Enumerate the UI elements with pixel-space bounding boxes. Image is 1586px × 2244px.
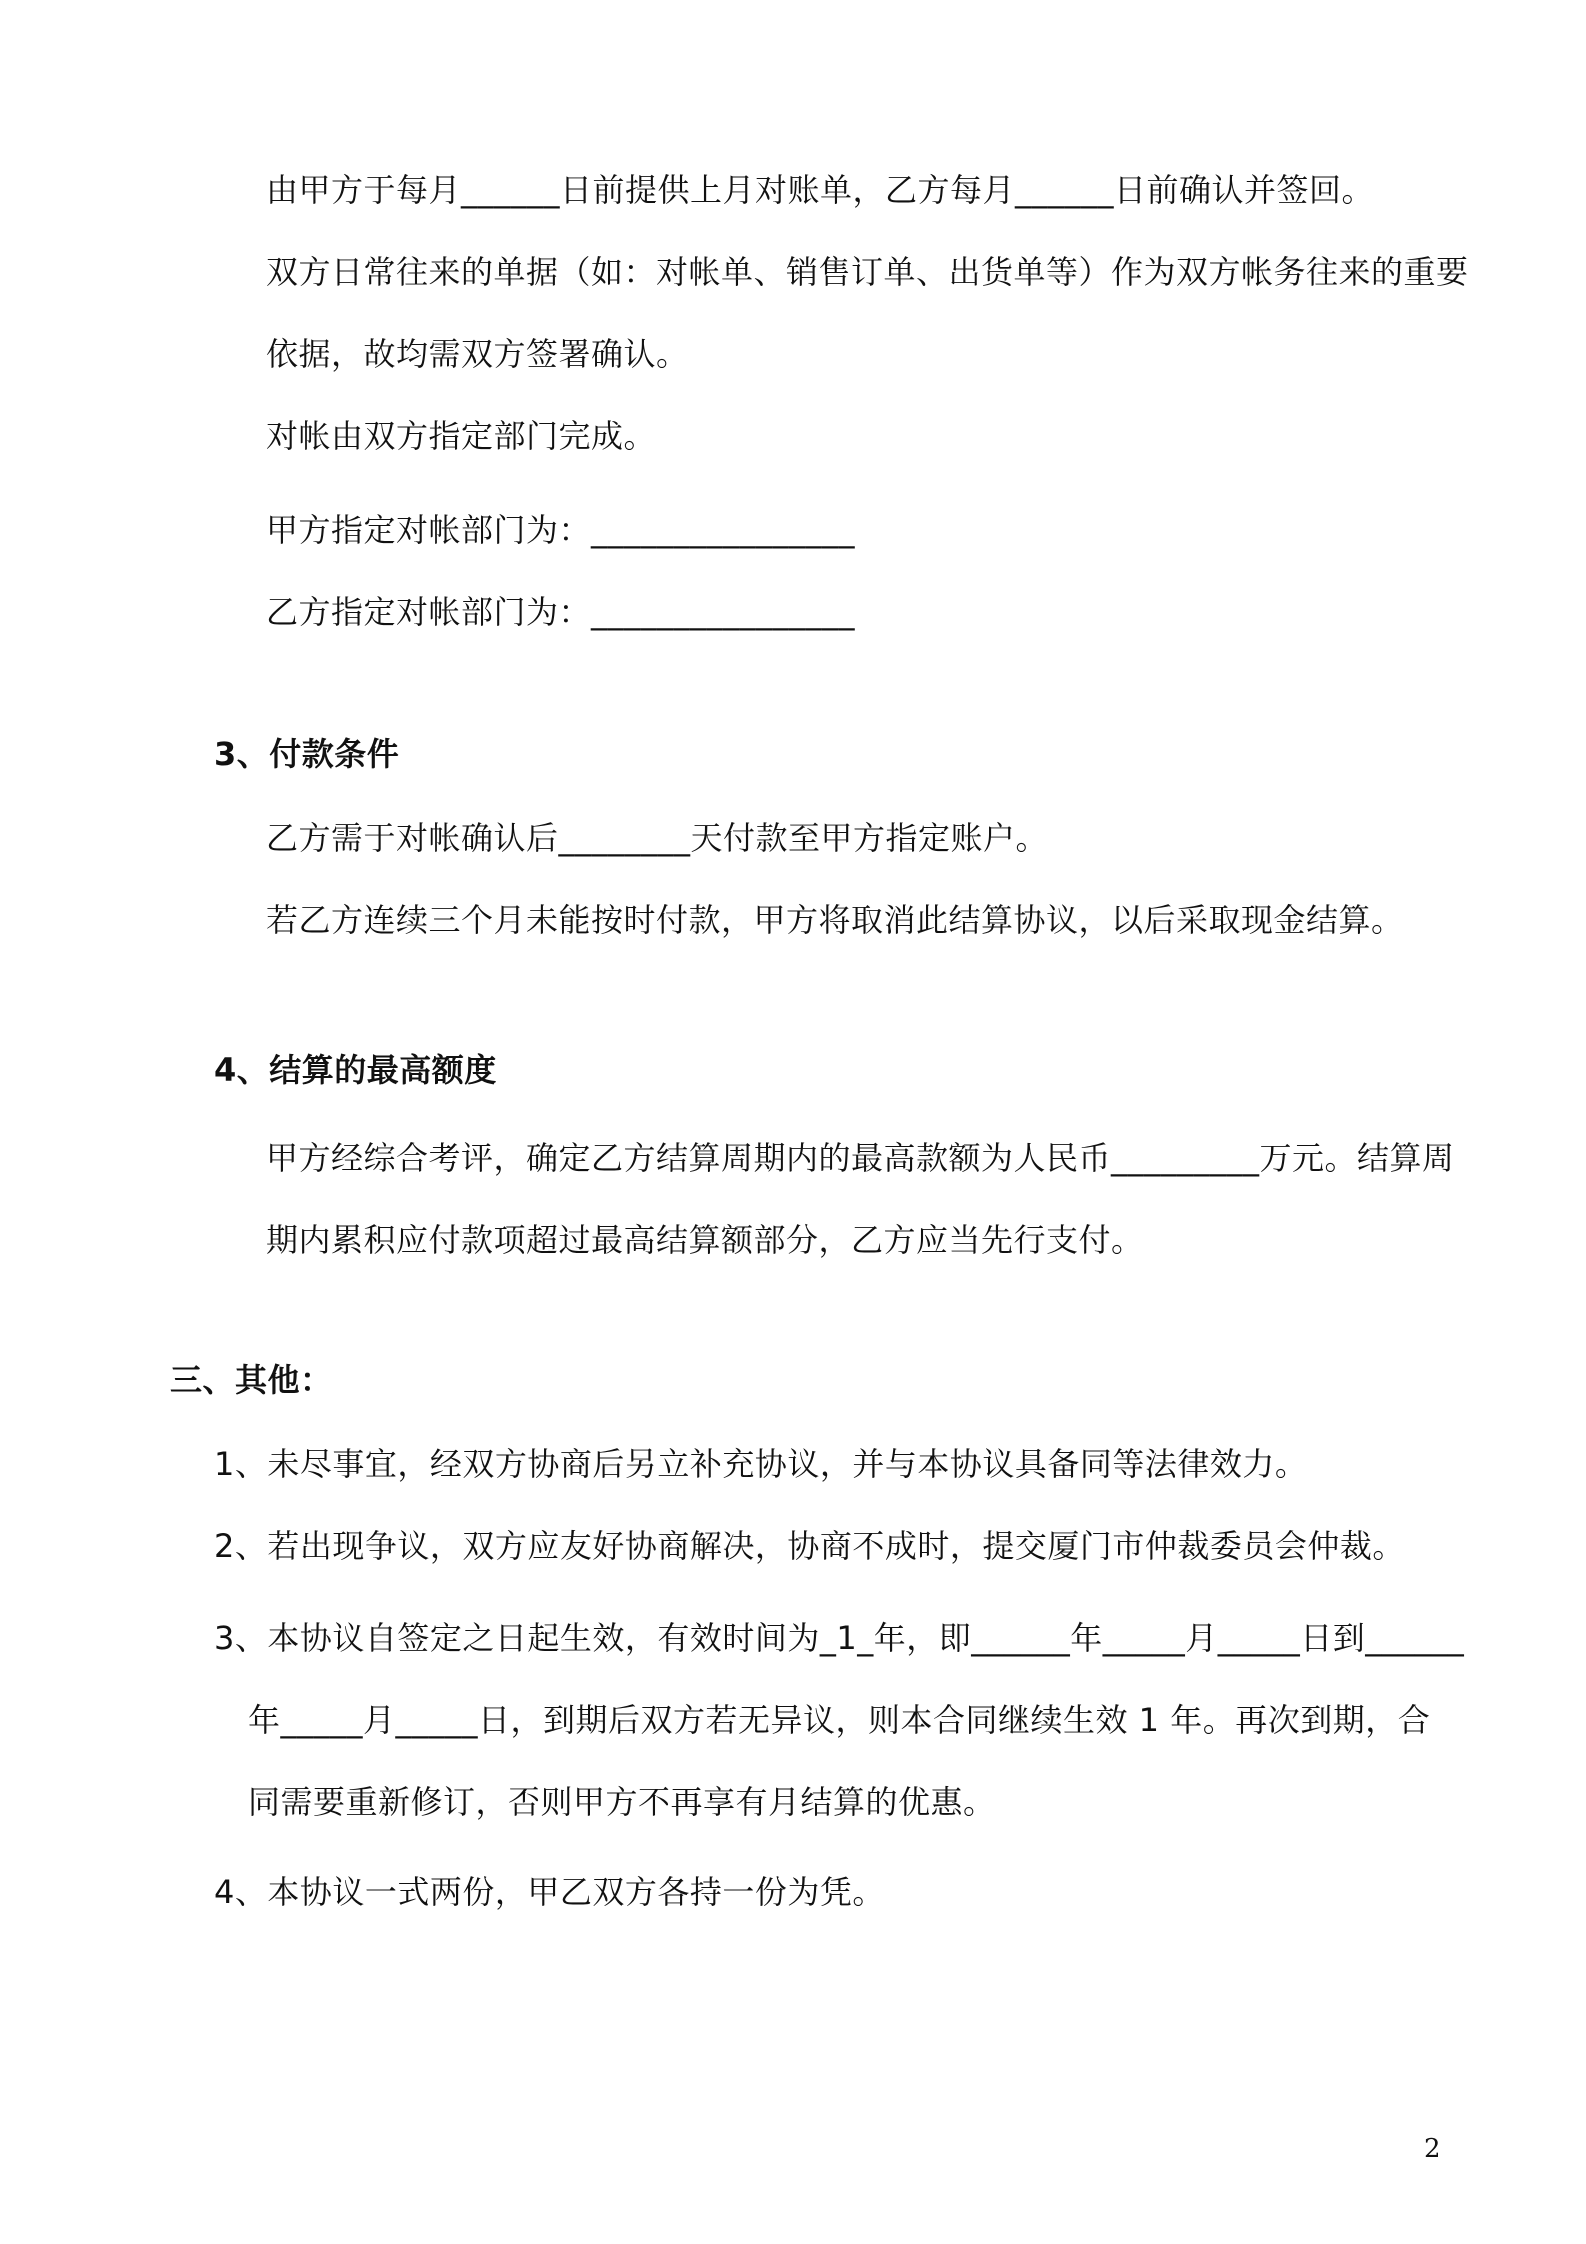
other-clause-1: 1、未尽事宜，经双方协商后另立补充协议，并与本协议具备同等法律效力。 — [214, 1445, 1308, 1483]
documents-basis-text: 双方日常往来的单据（如：对帐单、销售订单、出货单等）作为双方帐务往来的重要 — [266, 253, 1469, 291]
other-section-heading: 三、其他： — [170, 1361, 333, 1399]
other-clause-2: 2、若出现争议，双方应友好协商解决，协商不成时，提交厦门市仲裁委员会仲裁。 — [214, 1527, 1405, 1565]
credit-limit-text-continued: 期内累积应付款项超过最高结算额部分，乙方应当先行支付。 — [266, 1221, 1144, 1259]
payment-terms-heading: 3、付款条件 — [214, 735, 400, 773]
other-clause-3-ending: 同需要重新修订，否则甲方不再享有月结算的优惠。 — [248, 1783, 996, 1821]
party-a-department-field: 甲方指定对帐部门为：________________ — [266, 511, 856, 549]
payment-deadline-text: 乙方需于对帐确认后________天付款至甲方指定账户。 — [266, 819, 1049, 857]
page-number: 2 — [1424, 2134, 1441, 2164]
credit-limit-text: 甲方经综合考评，确定乙方结算周期内的最高款额为人民币_________万元。结算周 — [266, 1139, 1455, 1177]
other-clause-3: 3、本协议自签定之日起生效，有效时间为_1_年，即______年_____月_____日到______ — [214, 1619, 1465, 1657]
other-clause-3-continued: 年_____月_____日，到期后双方若无异议，则本合同继续生效 1 年。再次到期，合 — [248, 1701, 1431, 1739]
reconciliation-department-text: 对帐由双方指定部门完成。 — [266, 417, 657, 455]
late-payment-text: 若乙方连续三个月未能按时付款，甲方将取消此结算协议，以后采取现金结算。 — [266, 901, 1404, 939]
credit-limit-heading: 4、结算的最高额度 — [214, 1051, 497, 1089]
statement-schedule-text: 由甲方于每月______日前提供上月对账单，乙方每月______日前确认并签回。 — [266, 171, 1375, 209]
documents-basis-text-continued: 依据，故均需双方签署确认。 — [266, 335, 689, 373]
party-b-department-field: 乙方指定对帐部门为：________________ — [266, 593, 856, 631]
other-clause-4: 4、本协议一式两份，甲乙双方各持一份为凭。 — [214, 1873, 885, 1911]
